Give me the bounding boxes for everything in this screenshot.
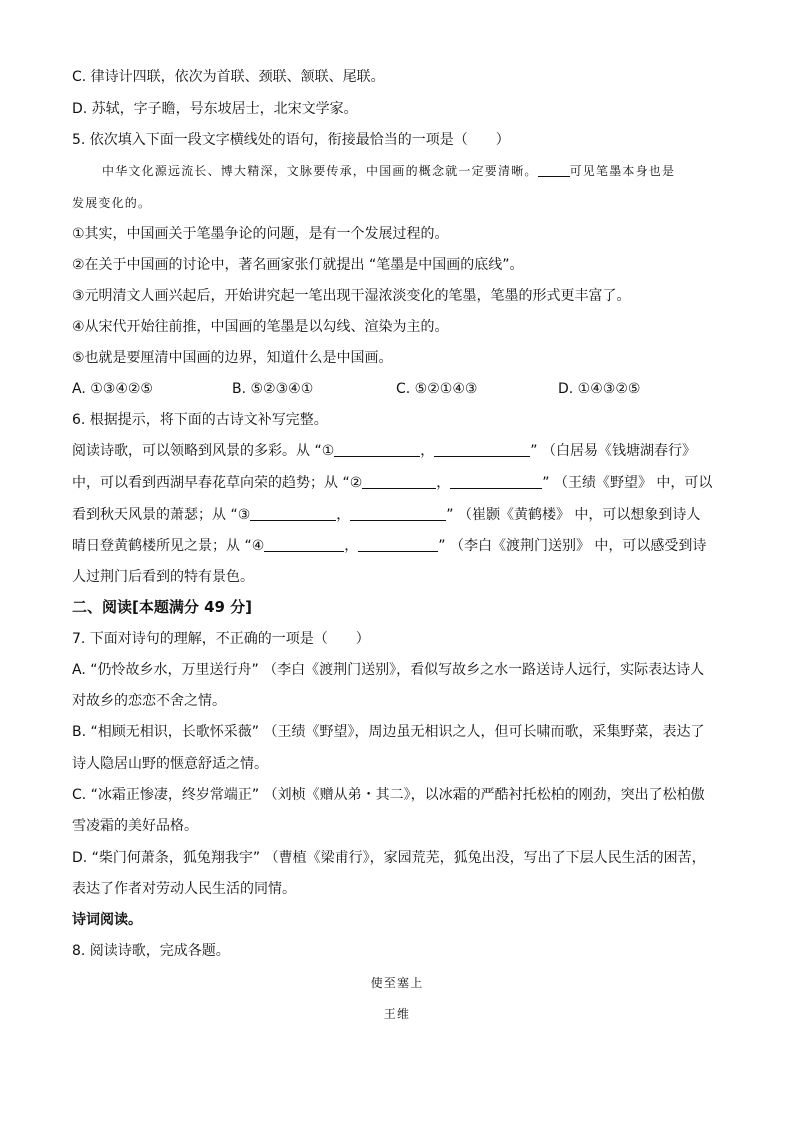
blank-3a[interactable] (250, 506, 336, 521)
sentence-2: ②在关于中国画的讨论中，著名画家张仃就提出 “笔墨是中国画的底线”。 (72, 257, 524, 273)
q6-source: ” （崔颢《黄鹤楼》 中，可以想象到诗人 (446, 507, 701, 523)
q5-passage-line-1 (102, 162, 675, 180)
q6-text: 阅读诗歌，可以领略到风景的多彩。从 “① (72, 443, 335, 459)
q7-option-b-cont: 诗人隐居山野的惬意舒适之情。 (72, 756, 268, 772)
q6-line-2 (72, 474, 712, 492)
blank-3b[interactable] (350, 506, 446, 521)
q6-line-5: 人过荆门后看到的特有景色。 (72, 569, 254, 585)
q6-comma: ， (436, 475, 451, 491)
blank-4b[interactable] (358, 537, 438, 552)
q5-option-a[interactable]: A. ①③④②⑤ (72, 381, 153, 397)
section-2-heading: 二、阅读[本题满分 49 分] (72, 598, 253, 616)
q6-line-4 (72, 537, 706, 555)
sentence-4: ④从宋代开始往前推，中国画的笔墨是以勾线、渲染为主的。 (72, 319, 449, 335)
sentence-1: ①其实，中国画关于笔墨争论的问题，是有一个发展过程的。 (72, 226, 449, 242)
q5-passage-text: 中华文化源远流长、博大精深，文脉要传承，中国画的概念就一定要清晰。 (102, 164, 538, 178)
poem-author: 王维 (383, 1007, 411, 1021)
option-c-previous: C. 律诗计四联，依次为首联、颈联、颔联、尾联。 (72, 69, 385, 85)
q5-option-c[interactable]: C. ⑤②①④③ (396, 381, 478, 397)
q6-line-1 (72, 442, 696, 460)
q6-text: 看到秋天风景的萧瑟；从 “③ (72, 507, 251, 523)
poetry-reading-heading: 诗词阅读。 (72, 912, 142, 928)
q7-option-d-cont: 表达了作者对劳动人民生活的同情。 (72, 881, 296, 897)
q7-option-c-cont: 雪凌霜的美好品格。 (72, 818, 198, 834)
blank-4a[interactable] (264, 537, 344, 552)
question-5: 5. 依次填入下面一段文字横线处的语句，衔接最恰当的一项是（ ） (72, 132, 510, 148)
q6-source: ” （李白《渡荆门送别》 中，可以感受到诗 (438, 538, 707, 554)
sentence-5: ⑤也就是要厘清中国画的边界，知道什么是中国画。 (72, 350, 393, 366)
q5-passage-line-2: 发展变化的。 (72, 196, 152, 210)
q6-source: ” （王绩《野望》 中，可以 (542, 475, 713, 491)
blank-1b[interactable] (434, 442, 530, 457)
poem-title: 使至塞上 (370, 976, 424, 990)
blank-1a[interactable] (334, 442, 420, 457)
q5-options (72, 380, 712, 398)
q7-option-a-cont: 对故乡的恋恋不舍之情。 (72, 693, 226, 709)
blank-2a[interactable] (362, 474, 436, 489)
q5-option-b[interactable]: B. ⑤②③④① (232, 381, 314, 397)
q7-option-b: B. “相顾无相识，长歌怀采薇” （王绩《野望》，周边虽无相识之人，但可长啸而歌，采集野菜，表达了 (72, 724, 705, 740)
sentence-3: ③元明清文人画兴起后，开始讲究起一笔出现干湿浓淡变化的笔墨，笔墨的形式更丰富了。 (72, 288, 631, 304)
q6-text: 晴日登黄鹤楼所见之景；从 “④ (72, 538, 265, 554)
q7-option-a: A. “仍怜故乡水，万里送行舟” （李白《渡荆门送别》，看似写故乡之水一路送诗人远行，实际表达诗人 (72, 662, 705, 678)
q6-line-3 (72, 506, 700, 524)
q5-blank (538, 162, 570, 177)
q6-text: 中，可以看到西湖早春花草向荣的趋势；从 “② (72, 475, 363, 491)
q6-comma: ， (336, 507, 351, 523)
q7-option-c: C. “冰霜正惨凄，终岁常端正” （刘桢《赠从弟・其二》，以冰霜的严酷衬托松柏的刚劲，突出了松柏傲 (72, 787, 705, 803)
question-7: 7. 下面对诗句的理解，不正确的一项是（ ） (72, 631, 370, 647)
q6-comma: ， (344, 538, 359, 554)
question-6: 6. 根据提示，将下面的古诗文补写完整。 (72, 412, 328, 428)
q5-passage-text-2: 可见笔墨本身也是 (569, 164, 676, 178)
blank-2b[interactable] (450, 474, 542, 489)
q6-comma: ， (420, 443, 435, 459)
option-d-previous: D. 苏轼，字子瞻，号东坡居士，北宋文学家。 (72, 101, 358, 117)
q7-option-d: D. “柴门何萧条，狐兔翔我宇” （曹植《梁甫行》，家园荒芜，狐兔出没，写出了下层人民生活的困苦， (72, 850, 706, 866)
q5-option-d[interactable]: D. ①④③②⑤ (558, 381, 641, 397)
question-8: 8. 阅读诗歌，完成各题。 (72, 943, 230, 959)
q6-source: ” （白居易《钱塘湖春行》 (530, 443, 696, 459)
